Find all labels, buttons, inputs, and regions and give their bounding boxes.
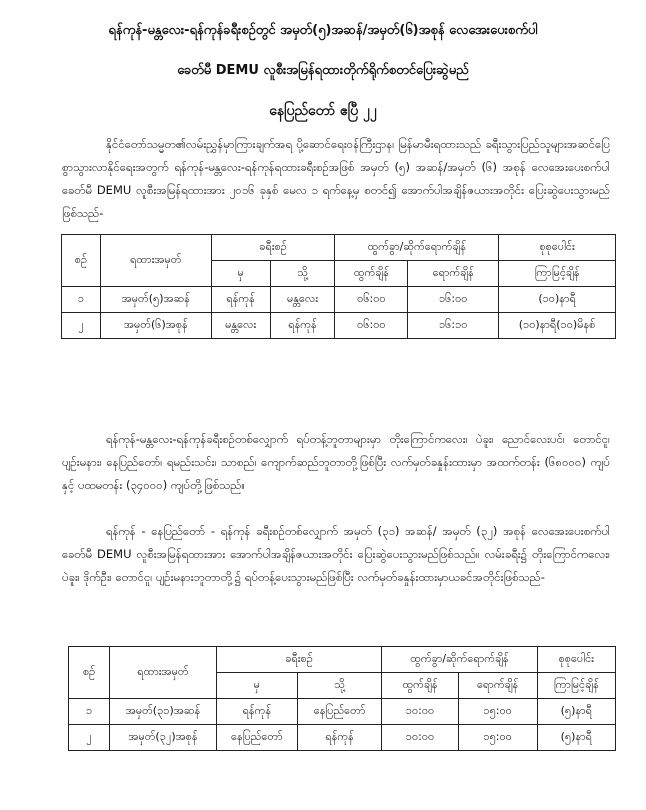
- header-depart: ထွက်ချိန်: [382, 673, 458, 699]
- table-header-row: [62, 235, 616, 261]
- header-arrive: ရောက်ချိန်: [458, 673, 537, 699]
- cell-to: ရန်ကုန်: [297, 725, 381, 751]
- schedule-table-2: [68, 646, 616, 751]
- paragraph-stops-text: ရန်ကုန်-မန္တလေး-ရန်ကုန်ခရီးစဉ်တစ်လျှောက် ရပ်တန့်ဘူတာများမှာ တိုးကြောင်ကလေး၊ ပဲခူး၊ ညောင်လေးပင်၊ တောင်ငူ၊ ပျဉ်းမနား၊ နေပြည်တော်၊ ရမည်းသင်း၊ သာစည်၊ ကျောက်ဆည်ဘူတာတို့ဖြစ်ပြီး လက်မှတ်ခနှုန်းထားမှာ အထက်တန်း (၆၈၀၀၀) ကျပ်နှင့် ပထမတန်း (၃၄၀၀၀) ကျပ်တို့ဖြစ်သည်။: [62, 432, 610, 492]
- cell-depart: ၁၀:၀၀: [382, 699, 458, 725]
- paragraph-naypyitaw: [62, 520, 610, 589]
- header-to: သို့: [270, 261, 335, 287]
- cell-no: ၂: [62, 313, 101, 339]
- cell-train: အမှတ်(၆)အစုန်: [100, 313, 211, 339]
- cell-duration: (၅)နာရီ: [537, 699, 615, 725]
- cell-no: ၁: [69, 699, 110, 725]
- cell-train: အမှတ်(၃၁)အဆန်: [110, 699, 217, 725]
- cell-no: ၁: [62, 287, 101, 313]
- header-duration: ကြာမြင့်ချိန်: [537, 673, 615, 699]
- dateline: နေပြည်တော် ဧပြီ ၂၂: [269, 103, 377, 119]
- header-total: စုစုပေါင်း: [537, 647, 615, 673]
- cell-no: ၂: [69, 725, 110, 751]
- header-route: ခရီးစဉ်: [216, 647, 382, 673]
- cell-from: နေပြည်တော်: [216, 725, 297, 751]
- cell-train: အမှတ်(၅)အဆန်: [100, 287, 211, 313]
- header-to: သို့: [297, 673, 381, 699]
- header-from: မှ: [216, 673, 297, 699]
- headline-line-2: ခေတ်မီ DEMU လူစီးအမြန်ရထားတိုက်ရိုက်စတင်ပြေးဆွဲမည်: [177, 63, 469, 78]
- cell-from: ရန်ကုန်: [216, 699, 297, 725]
- header-duration: ကြာမြင့်ချိန်: [499, 261, 616, 287]
- table-row: [69, 699, 616, 725]
- cell-to: ရန်ကုန်: [270, 313, 335, 339]
- header-depart: ထွက်ချိန်: [335, 261, 408, 287]
- cell-arrive: ၁၆:၀၀: [408, 287, 499, 313]
- cell-depart: ၀၆:၀၀: [335, 313, 408, 339]
- schedule-table-1: [61, 234, 616, 339]
- header-no: စဉ်: [69, 647, 110, 699]
- paragraph-intro-text: နိုင်ငံတော်သမ္မတ၏လမ်းညွှန်မှာကြားချက်အရ ပို့ဆောင်ရေးဝန်ကြီးဌာန၊ မြန်မာမီးရထားသည် ခရီးသွားပြည်သူများအဆင်ပြေစွာသွားလာနိုင်ရေးအတွက် ရန်ကုန်-မန္တလေး-ရန်ကုန်ရထားခရီးစဉ်အဖြစ် အမှတ် (၅) အဆန်/အမှတ် (၆) အစုန် လေအေးပေးစက်ပါခေတ်မီ DEMU လူစီးအမြန်ရထားအား ၂၀၁၆ ခုနှစ် မေလ ၁ ရက်နေ့မှ စတင်၍ အောက်ပါအချိန်ဇယားအတိုင်း ပြေးဆွဲပေးသွားမည်ဖြစ်သည်-: [62, 137, 610, 220]
- headline-line-1: ရန်ကုန်-မန္တလေး-ရန်ကုန်ခရီးစဉ်တွင် အမှတ်(၅)အဆန်/အမှတ်(၆)အစုန် လေအေးပေးစက်ပါ: [108, 23, 538, 38]
- header-no: စဉ်: [62, 235, 101, 287]
- cell-duration: (၁၀)နာရီ(၁၀)မိနစ်: [499, 313, 616, 339]
- cell-to: နေပြည်တော်: [297, 699, 381, 725]
- cell-to: မန္တလေး: [270, 287, 335, 313]
- cell-from: မန္တလေး: [211, 313, 270, 339]
- header-train: ရထားအမှတ်: [110, 647, 217, 699]
- cell-arrive: ၁၅:၀၀: [458, 699, 537, 725]
- cell-from: ရန်ကုန်: [211, 287, 270, 313]
- cell-depart: ၀၆:၀၀: [335, 287, 408, 313]
- cell-depart: ၁၀:၀၀: [382, 725, 458, 751]
- table-row: [62, 313, 616, 339]
- header-train: ရထားအမှတ်: [100, 235, 211, 287]
- header-total: စုစုပေါင်း: [499, 235, 616, 261]
- table-header-row: [69, 647, 616, 673]
- header-arrive: ရောက်ချိန်: [408, 261, 499, 287]
- cell-arrive: ၁၅:၀၀: [458, 725, 537, 751]
- cell-arrive: ၁၆:၁၀: [408, 313, 499, 339]
- table-row: [62, 287, 616, 313]
- header-from: မှ: [211, 261, 270, 287]
- cell-duration: (၅)နာရီ: [537, 725, 615, 751]
- paragraph-stops: [62, 428, 610, 497]
- table-row: [69, 725, 616, 751]
- cell-train: အမှတ်(၃၂)အစုန်: [110, 725, 217, 751]
- header-route: ခရီးစဉ်: [211, 235, 335, 261]
- header-times: ထွက်ခွာ/ဆိုက်ရောက်ချိန်: [335, 235, 499, 261]
- cell-duration: (၁၀)နာရီ: [499, 287, 616, 313]
- paragraph-intro: [62, 133, 610, 225]
- paragraph-naypyitaw-text: ရန်ကုန် - နေပြည်တော် - ရန်ကုန် ခရီးစဉ်တစ်လျှောက် အမှတ် (၃၁) အဆန်/ အမှတ် (၃၂) အစုန် လေအေးပေးစက်ပါ ခေတ်မီ DEMU လူစီးအမြန်ရထားအား အောက်ပါအချိန်ဇယားအတိုင်း ပြေးဆွဲပေးသွားမည်ဖြစ်သည်။ လမ်းခရီး၌ တိုးကြောင်ကလေး၊ ပဲခူး၊ ဒိုက်ဦး၊ တောင်ငူ၊ ပျဉ်းမနားဘူတာတို့၌ ရပ်တန့်ပေးသွားမည်ဖြစ်ပြီး လက်မှတ်ခနှုန်းထားမှာယခင်အတိုင်းဖြစ်သည်-: [62, 524, 610, 584]
- header-times: ထွက်ခွာ/ဆိုက်ရောက်ချိန်: [382, 647, 537, 673]
